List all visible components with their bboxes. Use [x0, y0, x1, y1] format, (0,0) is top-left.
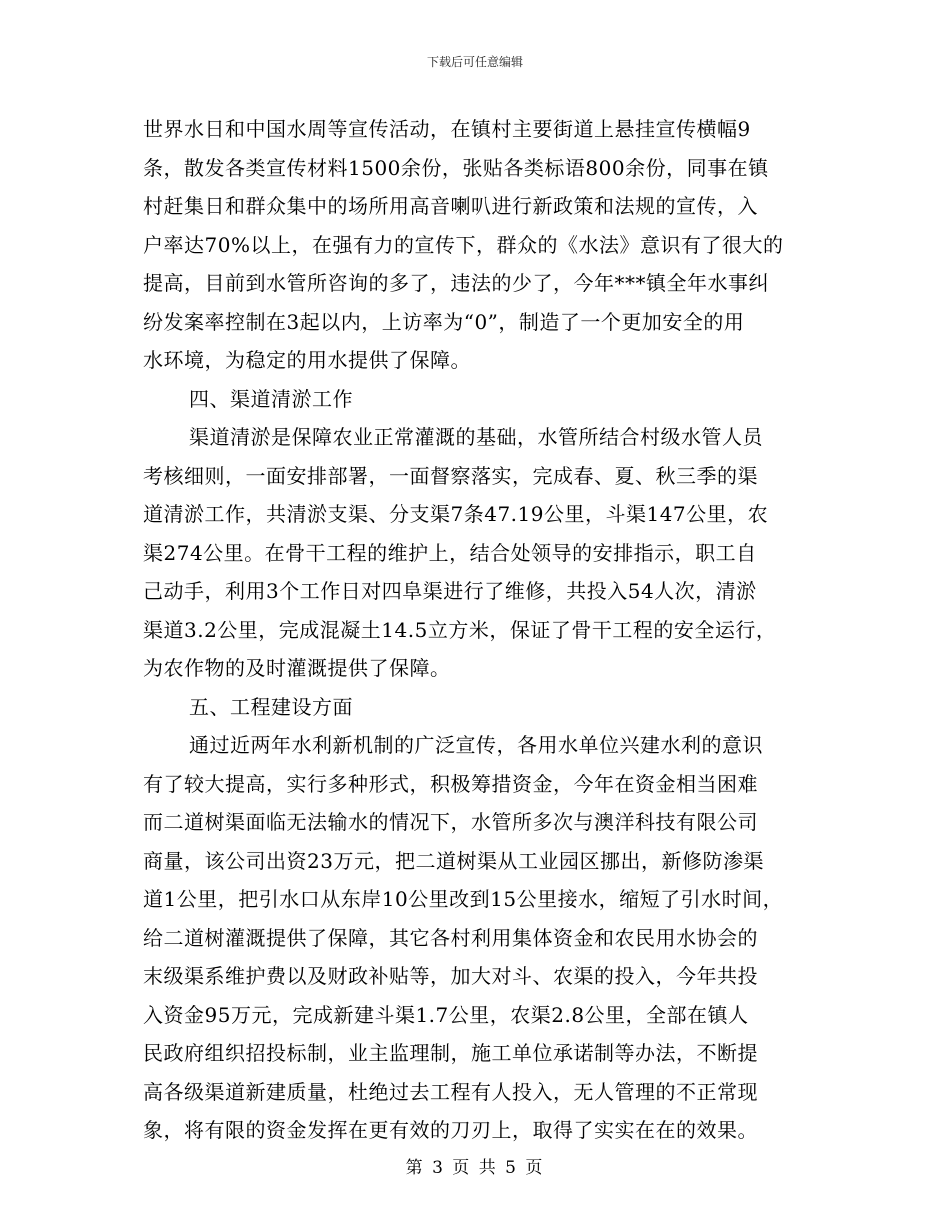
paragraph-line: 民政府组织招投标制，业主监理制，施工单位承诺制等办法，不断提 [143, 1041, 758, 1065]
paragraph-line: 村赶集日和群众集中的场所用高音喇叭进行新政策和法规的宣传，入 [143, 194, 758, 218]
paragraph-line: 世界水日和中国水周等宣传活动，在镇村主要街道上悬挂宣传横幅9 [143, 117, 751, 141]
paragraph-line: 象，将有限的资金发挥在更有效的刀刃上，取得了实实在在的效果。 [143, 1118, 758, 1142]
paragraph-line: 通过近两年水利新机制的广泛宣传，各用水单位兴建水利的意识 [189, 733, 763, 757]
paragraph-line: 纷发案率控制在3起以内，上访率为“0”，制造了一个更加安全的用 [143, 309, 745, 334]
paragraph-line: 入资金95万元，完成新建斗渠1.7公里，农渠2.8公里，全部在镇人 [143, 1002, 749, 1027]
paragraph-line: 商量，该公司出资23万元，把二道树渠从工业园区挪出，新修防渗渠 [143, 848, 764, 873]
paragraph-line: 给二道树灌溉提供了保障，其它各村利用集体资金和农民用水协会的 [143, 925, 758, 950]
paragraph-line: 渠274公里。在骨干工程的维护上，结合处领导的安排指示，职工自 [143, 540, 757, 565]
paragraph-line: 而二道树渠面临无法输水的情况下，水管所多次与澳洋科技有限公司 [143, 810, 758, 834]
document-body [143, 110, 823, 1150]
paragraph-line: 提高，目前到水管所咨询的多了，违法的少了，今年***镇全年水事纠 [143, 271, 769, 295]
paragraph-line: 条，散发各类宣传材料1500余份，张贴各类标语800余份，同事在镇 [143, 155, 769, 180]
paragraph-line: 水环境，为稳定的用水提供了保障。 [143, 348, 471, 372]
paragraph-line: 己动手，利用3个工作日对四阜渠进行了维修，共投入54人次，清淤 [143, 579, 757, 603]
paragraph-line: 户率达70%以上，在强有力的宣传下，群众的《水法》意识有了很大的 [143, 232, 784, 257]
paragraph-line: 道1公里，把引水口从东岸10公里改到15公里接水，缩短了引水时间， [143, 887, 784, 911]
paragraph-line: 考核细则，一面安排部署，一面督察落实，完成春、夏、秋三季的渠 [143, 463, 758, 488]
paragraph-line: 为农作物的及时灌溉提供了保障。 [143, 656, 451, 680]
page-header: 下载后可任意编辑 [426, 55, 523, 69]
paragraph-line: 渠道3.2公里，完成混凝土14.5立方米，保证了骨干工程的安全运行， [143, 617, 777, 642]
paragraph-line: 有了较大提高，实行多种形式，积极筹措资金，今年在资金相当困难 [143, 771, 758, 796]
page-number: 第 3 页 共 5 页 [405, 1158, 545, 1178]
section-heading: 四、渠道清淤工作 [189, 386, 353, 411]
paragraph-line: 道清淤工作，共清淤支渠、分支渠7条47.19公里，斗渠147公里，农 [143, 502, 769, 526]
paragraph-line: 末级渠系维护费以及财政补贴等，加大对斗、农渠的投入，今年共投 [143, 964, 758, 988]
section-heading: 五、工程建设方面 [189, 694, 353, 719]
paragraph-line: 渠道清淤是保障农业正常灌溉的基础，水管所结合村级水管人员 [189, 425, 763, 449]
paragraph-line: 高各级渠道新建质量，杜绝过去工程有人投入，无人管理的不正常现 [143, 1079, 758, 1104]
